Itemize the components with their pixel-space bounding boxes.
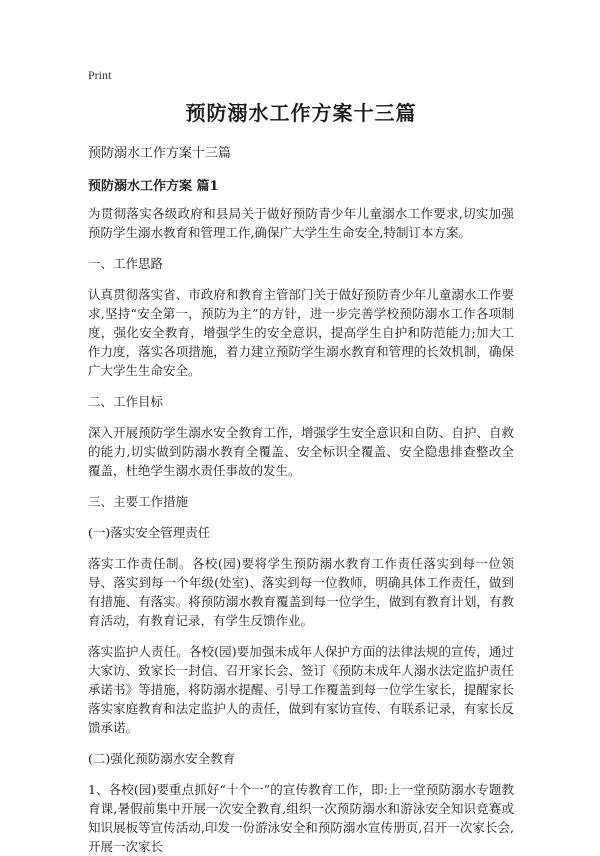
paragraph-responsibility-system: 落实工作责任制。各校(园)要将学生预防溺水教育工作责任落实到每一位领导、落实到每一个年级(处室)、落实到每一位教师，明确具体工作责任，做到有措施、有落实。将预防溺水教育覆盖到每一位学生，做到有教育计划，有教育活动，有教育记录，有学生反馈作业。 (88, 556, 514, 628)
heading-work-approach: 一、工作思路 (88, 256, 164, 271)
heading-safety-education: (二)强化预防溺水安全教育 (88, 751, 236, 766)
heading-work-goals: 二、工作目标 (88, 394, 164, 409)
heading-main-measures: 三、主要工作措施 (88, 494, 189, 509)
paragraph-work-goals: 深入开展预防学生溺水安全教育工作，增强学生安全意识和自防、自护、自救的能力,切实做到防溺水教育全覆盖、安全标识全覆盖、安全隐患排查整改全覆盖，杜绝学生溺水责任事故的发生。 (88, 425, 514, 478)
heading-safety-responsibility: (一)落实安全管理责任 (88, 525, 211, 540)
paragraph-ten-ones: 1、各校(园)要重点抓好“十个一”的宣传教育工作，即:上一堂预防溺水专题教育课,暑假前集中开展一次安全教育,组织一次预防溺水和游泳安全知识竞赛或知识展板等宣传活动,印发一份游泳安全和预防溺水宣传册页,召开一次家长会,开展一次家长 (88, 782, 514, 854)
paragraph-work-approach: 认真贯彻落实省、市政府和教育主管部门关于做好预防青少年儿童溺水工作要求,坚持“安全第一，预防为主”的方针，进一步完善学校预防溺水工作各项制度，强化安全教育，增强学生的安全意识，提高学生自护和防范能力;加大工作力度，落实各项措施，着力建立预防学生溺水教育和管理的长效机制，确保广大学生生命安全。 (88, 287, 514, 378)
document-subtitle: 预防溺水工作方案十三篇 (88, 146, 232, 161)
print-label: Print (88, 68, 112, 82)
paragraph-guardian-responsibility: 落实监护人责任。各校(园)要加强未成年人保护方面的法律法规的宣传，通过大家访、致家长一封信、召开家长会、签订《预防未成年人溺水法定监护责任承诺书》等措施，将防溺水提醒、引导工作覆盖到每一位学生家长，提醒家长落实家庭教育和法定监护人的责任，做到有家访宣传、有联系记录，有家长反馈承诺。 (88, 644, 514, 735)
intro-paragraph: 为贯彻落实各级政府和县局关于做好预防青少年儿童溺水工作要求,切实加强预防学生溺水教育和管理工作,确保广大学生生命安全,特制订本方案。 (88, 206, 514, 240)
document-title: 预防溺水工作方案十三篇 (185, 101, 417, 125)
section-title: 预防溺水工作方案 篇1 (88, 179, 219, 194)
